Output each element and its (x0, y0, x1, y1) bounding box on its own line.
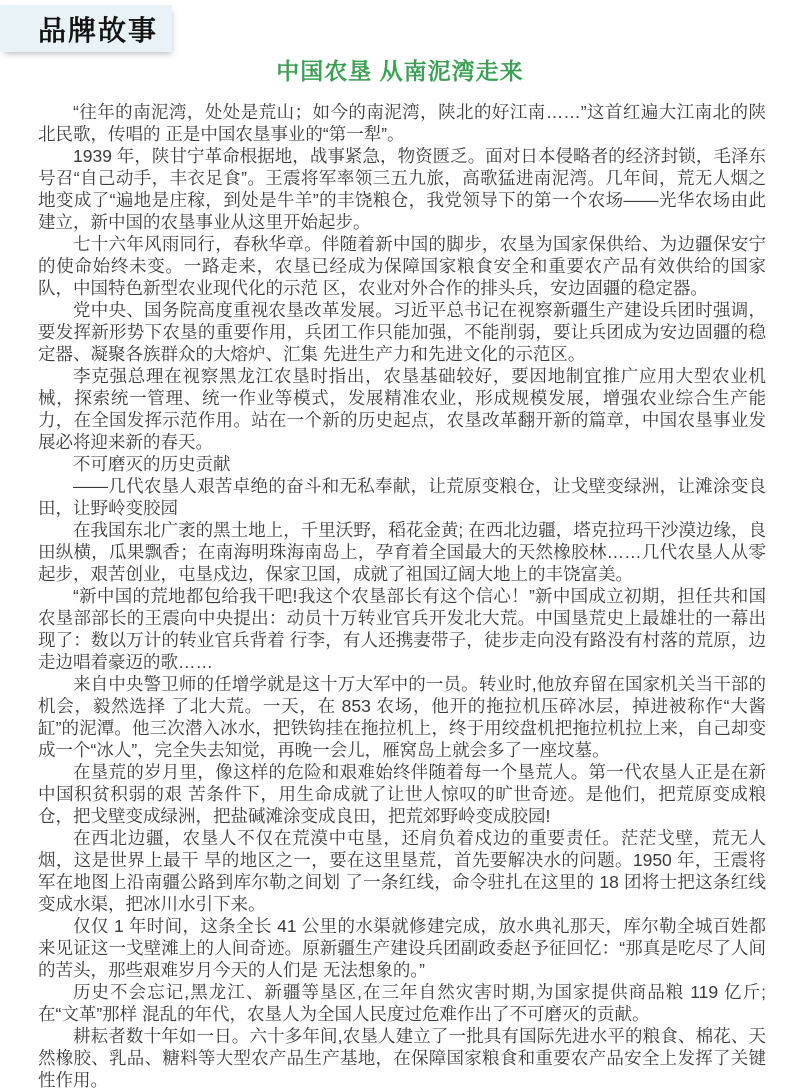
article-paragraph-13: 仅仅 1 年时间，这条全长 41 公里的水渠就修建完成，放水典礼那天，库尔勒全城百姓都来见证这一戈壁滩上的人间奇迹。原新疆生产建设兵团副政委赵予征回忆：“那真是吃尽了人间的苦头，那些艰难岁月今天的人们是 无法想象的。” (38, 916, 766, 980)
article-title: 中国农垦 从南泥湾走来 (276, 58, 524, 84)
article-section-heading: 不可磨灭的历史贡献 (73, 454, 231, 474)
article-paragraph-12: 在西北边疆，农垦人不仅在荒漠中屯垦，还肩负着戍边的重要责任。茫茫戈壁，荒无人烟，这是世界上最干 旱的地区之一，要在这里垦荒，首先要解决水的问题。1950 年，王震将军在地图上沿南疆公路到库尔勒之间划 了一条红线，命令驻扎在这里的 18 团将士把这条红线变成水渠，把冰川水引下来。 (38, 828, 766, 914)
article-paragraph-4: 党中央、国务院高度重视农垦改革发展。习近平总书记在视察新疆生产建设兵团时强调，要发挥新形势下农垦的重要作用，兵团工作只能加强，不能削弱，要让兵团成为安边固疆的稳定器、凝聚各族群众的大熔炉、汇集 先进生产力和先进文化的示范区。 (38, 300, 766, 364)
article-paragraph-9: “新中国的荒地都包给我干吧!我这个农垦部长有这个信心！”新中国成立初期，担任共和国农垦部部长的王震向中央提出：动员十万转业官兵开发北大荒。中国垦荒史上最雄壮的一幕出现了：数以万计的转业官兵背着 行李，有人还携妻带子，徒步走向没有路没有村落的荒原，边走边唱着豪迈的歌…… (38, 586, 766, 672)
article-body (38, 101, 766, 1091)
article-paragraph-14: 历史不会忘记,黑龙江、新疆等垦区,在三年自然灾害时期,为国家提供商品粮 119 亿斤; 在“文革”那样 混乱的年代，农垦人为全国人民度过危难作出了不可磨灭的贡献。 (38, 982, 766, 1024)
article-paragraph-7: ——几代农垦人艰苦卓绝的奋斗和无私奉献，让荒原变粮仓，让戈壁变绿洲，让滩涂变良田，让野岭变胶园 (38, 476, 766, 518)
article-paragraph-1: “往年的南泥湾，处处是荒山；如今的南泥湾，陕北的好江南……”这首红遍大江南北的陕北民歌，传唱的 正是中国农垦事业的“第一犁”。 (38, 102, 766, 144)
article-paragraph-15: 耕耘者数十年如一日。六十多年间,农垦人建立了一批具有国际先进水平的粮食、棉花、天然橡胶、乳品、糖料等大型农产品生产基地，在保障国家粮食和重要农产品安全上发挥了关键性作用。 (38, 1026, 766, 1090)
article-paragraph-3: 七十六年风雨同行，春秋华章。伴随着新中国的脚步，农垦为国家保供给、为边疆保安宁的使命始终未变。一路走来，农垦已经成为保障国家粮食安全和重要农产品有效供给的国家队，中国特色新型农业现代化的示范 区，农业对外合作的排头兵，安边固疆的稳定器。 (38, 234, 766, 298)
brand-story-tab (0, 5, 172, 52)
article-paragraph-11: 在垦荒的岁月里，像这样的危险和艰难始终伴随着每一个垦荒人。第一代农垦人正是在新中国积贫积弱的艰 苦条件下，用生命成就了让世人惊叹的旷世奇迹。是他们，把荒原变成粮仓，把戈壁变成绿洲，把盐碱滩涂变成良田，把荒郊野岭变成胶园! (38, 762, 766, 826)
article-paragraph-10: 来自中央警卫师的任增学就是这十万大军中的一员。转业时,他放弃留在国家机关当干部的机会，毅然选择 了北大荒。一天，在 853 农场，他开的拖拉机压碎冰层，掉进被称作“大酱缸”的泥潭。他三次潜入冰水，把铁钩挂在拖拉机上，终于用绞盘机把拖拉机拉上来，自己却变成一个“冰人”，完全失去知觉，再晚一会儿，雁窝岛上就会多了一座坟墓。 (38, 674, 766, 760)
article-paragraph-5: 李克强总理在视察黑龙江农垦时指出，农垦基础较好，要因地制宜推广应用大型农业机械，探索统一管理、统一作业等模式，发展精准农业，形成规模发展，增强农业综合生产能力，在全国发挥示范作用。站在一个新的历史起点，农垦改革翻开新的篇章，中国农垦事业发展必将迎来新的春天。 (38, 366, 766, 452)
article-paragraph-2: 1939 年，陕甘宁革命根据地，战事紧急，物资匮乏。面对日本侵略者的经济封锁，毛泽东号召“自己动手，丰衣足食”。王震将军率领三五九旅，高歌猛进南泥湾。几年间，荒无人烟之地变成了“遍地是庄稼，到处是牛羊”的丰饶粮仓，我党领导下的第一个农场——光华农场由此建立，新中国的农垦事业从这里开始起步。 (38, 146, 766, 232)
brand-tab-label: 品牌故事 (37, 15, 158, 47)
article-paragraph-8: 在我国东北广袤的黑土地上，千里沃野，稻花金黄; 在西北边疆，塔克拉玛干沙漠边缘，良田纵横，瓜果飘香；在南海明珠海南岛上，孕育着全国最大的天然橡胶林……几代农垦人从零起步，艰苦创业，屯垦戍边，保家卫国，成就了祖国辽阔大地上的丰饶富美。 (38, 520, 766, 584)
